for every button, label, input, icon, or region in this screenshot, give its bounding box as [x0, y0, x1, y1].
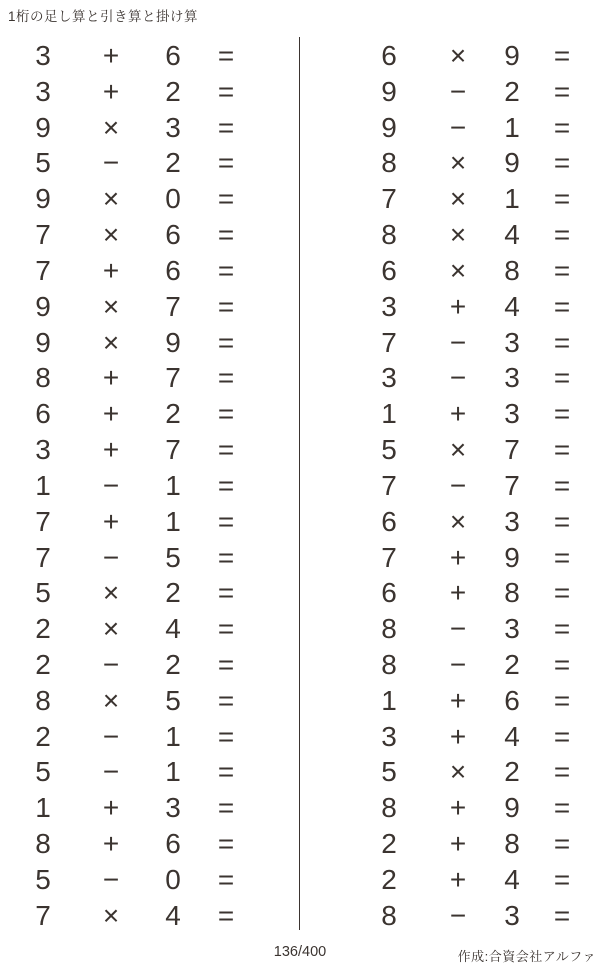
- operand-b: 6: [504, 684, 520, 716]
- equals-sign: =: [217, 613, 235, 645]
- credit-text: 作成:合資会社アルファ: [457, 949, 596, 964]
- equals-sign: =: [217, 577, 235, 609]
- operand-a: 3: [35, 75, 51, 107]
- equals-sign: =: [553, 147, 571, 179]
- problem-row: [300, 862, 600, 898]
- operand-a: 7: [35, 219, 51, 251]
- operator: ×: [449, 756, 467, 788]
- operator: ×: [102, 183, 120, 215]
- equals-sign: =: [553, 541, 571, 573]
- problem-row: [0, 540, 300, 576]
- operand-a: 8: [35, 684, 51, 716]
- operand-b: 2: [165, 648, 181, 680]
- operand-a: 8: [35, 828, 51, 860]
- operand-a: 2: [35, 613, 51, 645]
- problem-row: [0, 181, 300, 217]
- operator: ×: [449, 254, 467, 286]
- problem-row: [0, 862, 300, 898]
- equals-sign: =: [217, 111, 235, 143]
- operand-b: 1: [165, 756, 181, 788]
- operand-a: 9: [35, 290, 51, 322]
- problem-row: [300, 898, 600, 934]
- problem-row: [0, 790, 300, 826]
- equals-sign: =: [217, 326, 235, 358]
- operand-b: 3: [504, 505, 520, 537]
- equals-sign: =: [217, 290, 235, 322]
- operator: ×: [449, 505, 467, 537]
- equals-sign: =: [217, 720, 235, 752]
- problem-row: [300, 432, 600, 468]
- equals-sign: =: [217, 362, 235, 394]
- equals-sign: =: [217, 541, 235, 573]
- equals-sign: =: [217, 398, 235, 430]
- equals-sign: =: [553, 326, 571, 358]
- operand-b: 2: [504, 756, 520, 788]
- operand-b: 3: [504, 398, 520, 430]
- operator: ×: [449, 434, 467, 466]
- equals-sign: =: [553, 505, 571, 537]
- problem-row: [300, 719, 600, 755]
- problem-column-left: [0, 38, 300, 934]
- operand-b: 8: [504, 828, 520, 860]
- equals-sign: =: [553, 648, 571, 680]
- operand-b: 7: [165, 362, 181, 394]
- equals-sign: =: [553, 362, 571, 394]
- problem-row: [300, 611, 600, 647]
- equals-sign: =: [217, 183, 235, 215]
- operand-a: 6: [381, 505, 397, 537]
- operand-b: 7: [165, 434, 181, 466]
- operand-b: 5: [165, 684, 181, 716]
- operand-b: 7: [504, 469, 520, 501]
- operator: ×: [102, 684, 120, 716]
- operator: ×: [102, 577, 120, 609]
- problem-row: [300, 790, 600, 826]
- problem-row: [0, 217, 300, 253]
- equals-sign: =: [217, 147, 235, 179]
- operand-b: 2: [504, 75, 520, 107]
- operand-a: 5: [381, 434, 397, 466]
- operand-a: 1: [381, 398, 397, 430]
- operand-a: 9: [35, 111, 51, 143]
- equals-sign: =: [553, 828, 571, 860]
- operator: +: [102, 434, 120, 466]
- problem-row: [0, 74, 300, 110]
- equals-sign: =: [553, 434, 571, 466]
- operand-a: 8: [381, 147, 397, 179]
- operand-b: 1: [504, 183, 520, 215]
- operand-b: 9: [504, 39, 520, 71]
- equals-sign: =: [217, 756, 235, 788]
- operator: −: [449, 75, 467, 107]
- equals-sign: =: [553, 792, 571, 824]
- operand-b: 4: [504, 863, 520, 895]
- operator: −: [102, 541, 120, 573]
- equals-sign: =: [217, 254, 235, 286]
- equals-sign: =: [553, 469, 571, 501]
- operand-a: 9: [381, 75, 397, 107]
- operator: −: [449, 613, 467, 645]
- equals-sign: =: [217, 75, 235, 107]
- operand-b: 7: [165, 290, 181, 322]
- problem-row: [300, 110, 600, 146]
- problem-row: [0, 611, 300, 647]
- operator: ×: [102, 219, 120, 251]
- operator: +: [449, 720, 467, 752]
- operator: −: [449, 469, 467, 501]
- operand-b: 9: [504, 541, 520, 573]
- operand-a: 7: [381, 183, 397, 215]
- operand-a: 8: [381, 648, 397, 680]
- problem-row: [0, 396, 300, 432]
- operand-a: 8: [381, 219, 397, 251]
- problem-row: [0, 38, 300, 74]
- operand-a: 8: [381, 792, 397, 824]
- equals-sign: =: [217, 648, 235, 680]
- equals-sign: =: [553, 290, 571, 322]
- operand-b: 5: [165, 541, 181, 573]
- operand-a: 5: [35, 756, 51, 788]
- operand-b: 2: [165, 147, 181, 179]
- equals-sign: =: [553, 39, 571, 71]
- operand-a: 5: [381, 756, 397, 788]
- equals-sign: =: [217, 792, 235, 824]
- operator: ×: [449, 147, 467, 179]
- operator: +: [102, 254, 120, 286]
- problem-row: [300, 145, 600, 181]
- operator: −: [449, 648, 467, 680]
- operand-a: 8: [35, 362, 51, 394]
- equals-sign: =: [553, 577, 571, 609]
- operand-a: 2: [381, 828, 397, 860]
- operand-b: 3: [165, 792, 181, 824]
- operand-a: 1: [381, 684, 397, 716]
- problem-row: [0, 360, 300, 396]
- equals-sign: =: [217, 39, 235, 71]
- operator: +: [449, 828, 467, 860]
- problem-row: [300, 647, 600, 683]
- operator: ×: [102, 613, 120, 645]
- operand-b: 2: [165, 75, 181, 107]
- operand-b: 1: [165, 505, 181, 537]
- operand-a: 1: [35, 792, 51, 824]
- operand-b: 3: [504, 613, 520, 645]
- operator: −: [449, 899, 467, 931]
- operator: +: [102, 398, 120, 430]
- operator: −: [102, 720, 120, 752]
- operator: +: [449, 792, 467, 824]
- operand-a: 7: [35, 505, 51, 537]
- operand-a: 2: [381, 863, 397, 895]
- equals-sign: =: [553, 111, 571, 143]
- operand-b: 2: [165, 577, 181, 609]
- operand-a: 5: [35, 147, 51, 179]
- operand-a: 8: [381, 613, 397, 645]
- operator: ×: [102, 111, 120, 143]
- problem-row: [0, 504, 300, 540]
- operator: −: [102, 648, 120, 680]
- problem-row: [300, 181, 600, 217]
- problem-row: [300, 540, 600, 576]
- problem-row: [0, 145, 300, 181]
- operator: ×: [449, 183, 467, 215]
- operand-a: 2: [35, 648, 51, 680]
- problem-row: [0, 755, 300, 791]
- operator: +: [449, 398, 467, 430]
- operator: +: [102, 362, 120, 394]
- operand-b: 4: [504, 290, 520, 322]
- operand-a: 9: [381, 111, 397, 143]
- page-counter: 136/400: [273, 944, 327, 960]
- operand-a: 5: [35, 863, 51, 895]
- problem-row: [300, 683, 600, 719]
- equals-sign: =: [553, 254, 571, 286]
- equals-sign: =: [217, 828, 235, 860]
- problem-row: [300, 396, 600, 432]
- operand-a: 3: [381, 362, 397, 394]
- problem-row: [0, 647, 300, 683]
- operand-a: 3: [381, 290, 397, 322]
- operand-b: 6: [165, 219, 181, 251]
- problem-row: [0, 325, 300, 361]
- operand-b: 9: [165, 326, 181, 358]
- operator: +: [102, 75, 120, 107]
- operand-a: 7: [35, 254, 51, 286]
- problem-row: [300, 575, 600, 611]
- operand-b: 9: [504, 147, 520, 179]
- problem-row: [300, 504, 600, 540]
- equals-sign: =: [553, 863, 571, 895]
- operand-b: 0: [165, 183, 181, 215]
- problem-row: [0, 432, 300, 468]
- operand-b: 4: [165, 613, 181, 645]
- operator: −: [102, 863, 120, 895]
- problem-row: [0, 898, 300, 934]
- operand-a: 8: [381, 899, 397, 931]
- operator: +: [102, 828, 120, 860]
- equals-sign: =: [553, 720, 571, 752]
- problem-row: [300, 38, 600, 74]
- operator: −: [102, 756, 120, 788]
- operand-b: 2: [504, 648, 520, 680]
- problem-row: [0, 110, 300, 146]
- operand-a: 9: [35, 326, 51, 358]
- equals-sign: =: [217, 899, 235, 931]
- equals-sign: =: [217, 505, 235, 537]
- equals-sign: =: [217, 469, 235, 501]
- equals-sign: =: [217, 863, 235, 895]
- operand-b: 1: [504, 111, 520, 143]
- equals-sign: =: [217, 219, 235, 251]
- operator: +: [102, 505, 120, 537]
- operator: +: [449, 684, 467, 716]
- operand-a: 7: [35, 899, 51, 931]
- operator: ×: [449, 219, 467, 251]
- problem-row: [0, 289, 300, 325]
- operand-b: 3: [504, 362, 520, 394]
- equals-sign: =: [217, 434, 235, 466]
- problem-row: [300, 289, 600, 325]
- operand-a: 7: [381, 469, 397, 501]
- operand-b: 2: [165, 398, 181, 430]
- operand-b: 8: [504, 577, 520, 609]
- worksheet-title: 1桁の足し算と引き算と掛け算: [8, 9, 199, 24]
- operator: −: [102, 469, 120, 501]
- operand-a: 3: [35, 39, 51, 71]
- equals-sign: =: [553, 183, 571, 215]
- equals-sign: =: [553, 219, 571, 251]
- operand-b: 1: [165, 469, 181, 501]
- operator: −: [449, 111, 467, 143]
- operand-a: 9: [35, 183, 51, 215]
- operator: −: [102, 147, 120, 179]
- operand-a: 3: [35, 434, 51, 466]
- operand-b: 4: [504, 219, 520, 251]
- operator: ×: [102, 326, 120, 358]
- problem-row: [300, 253, 600, 289]
- operand-b: 6: [165, 828, 181, 860]
- operand-a: 6: [381, 39, 397, 71]
- operand-a: 1: [35, 469, 51, 501]
- operator: +: [449, 290, 467, 322]
- operand-a: 2: [35, 720, 51, 752]
- operand-b: 6: [165, 39, 181, 71]
- operator: ×: [102, 290, 120, 322]
- problem-row: [300, 217, 600, 253]
- equals-sign: =: [553, 613, 571, 645]
- operand-b: 3: [165, 111, 181, 143]
- problem-row: [300, 360, 600, 396]
- equals-sign: =: [553, 756, 571, 788]
- operator: +: [102, 39, 120, 71]
- equals-sign: =: [553, 899, 571, 931]
- operand-b: 9: [504, 792, 520, 824]
- problem-row: [300, 826, 600, 862]
- equals-sign: =: [553, 684, 571, 716]
- operand-b: 3: [504, 899, 520, 931]
- operand-b: 8: [504, 254, 520, 286]
- operand-a: 7: [381, 326, 397, 358]
- equals-sign: =: [553, 398, 571, 430]
- problem-row: [300, 74, 600, 110]
- equals-sign: =: [217, 684, 235, 716]
- operand-a: 6: [381, 254, 397, 286]
- operand-a: 6: [35, 398, 51, 430]
- operator: +: [449, 541, 467, 573]
- problem-row: [300, 325, 600, 361]
- problem-row: [0, 253, 300, 289]
- operand-b: 3: [504, 326, 520, 358]
- operand-a: 5: [35, 577, 51, 609]
- operand-a: 6: [381, 577, 397, 609]
- equals-sign: =: [553, 75, 571, 107]
- operator: ×: [102, 899, 120, 931]
- operand-b: 7: [504, 434, 520, 466]
- operand-b: 6: [165, 254, 181, 286]
- operand-a: 7: [35, 541, 51, 573]
- problem-row: [300, 755, 600, 791]
- operator: +: [102, 792, 120, 824]
- problem-row: [0, 468, 300, 504]
- operand-b: 4: [504, 720, 520, 752]
- operand-b: 4: [165, 899, 181, 931]
- operator: +: [449, 577, 467, 609]
- problem-row: [0, 683, 300, 719]
- problem-row: [0, 719, 300, 755]
- operand-b: 1: [165, 720, 181, 752]
- operator: −: [449, 362, 467, 394]
- problem-row: [300, 468, 600, 504]
- operand-b: 0: [165, 863, 181, 895]
- problem-row: [0, 826, 300, 862]
- problem-row: [0, 575, 300, 611]
- operator: +: [449, 863, 467, 895]
- operand-a: 3: [381, 720, 397, 752]
- operand-a: 7: [381, 541, 397, 573]
- operator: ×: [449, 39, 467, 71]
- operator: −: [449, 326, 467, 358]
- problem-column-right: [300, 38, 600, 934]
